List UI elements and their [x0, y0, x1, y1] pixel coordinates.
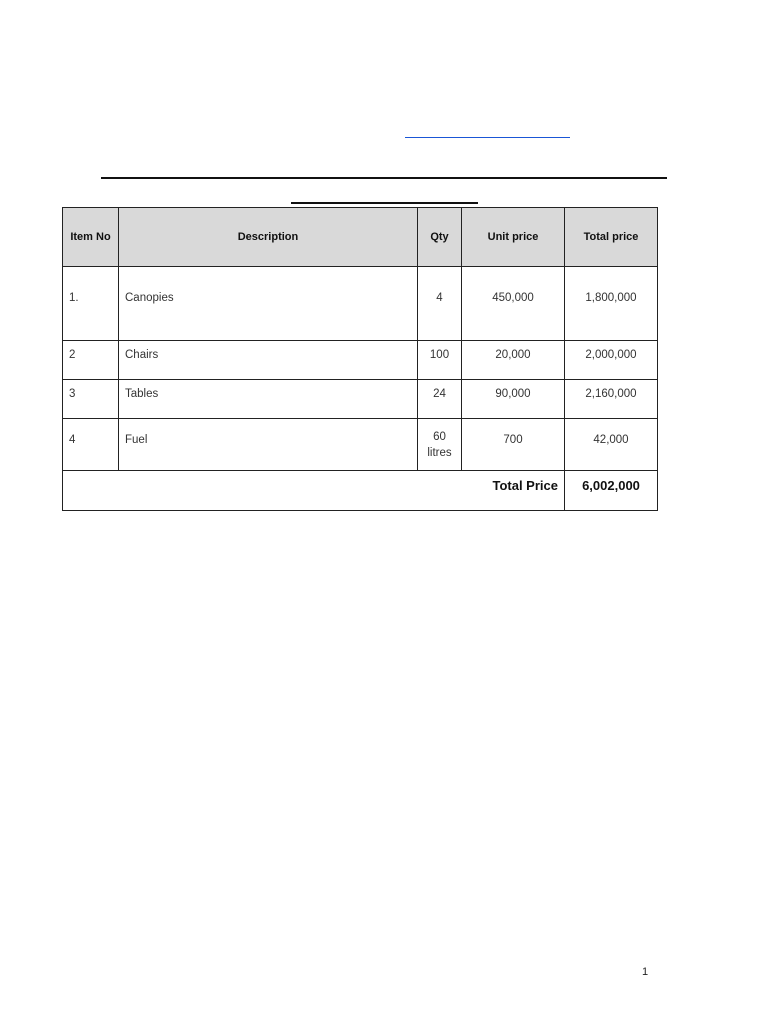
- header-unit-price: Unit price: [462, 208, 565, 267]
- cell-qty: 24: [418, 380, 462, 419]
- header-total-price: Total price: [565, 208, 658, 267]
- email-link-underline[interactable]: [405, 137, 570, 138]
- header-item-no: Item No: [63, 208, 119, 267]
- title-underline: [291, 202, 478, 204]
- cell-description: Tables: [119, 380, 418, 419]
- page-number: 1: [642, 966, 649, 978]
- cell-item-no: 1.: [63, 267, 119, 341]
- cell-total-price: 2,160,000: [565, 380, 658, 419]
- table-row: [63, 419, 658, 471]
- cell-item-no: 2: [63, 341, 119, 380]
- cell-qty: 4: [418, 267, 462, 341]
- cell-qty: 60 litres: [418, 419, 462, 471]
- cell-description: Chairs: [119, 341, 418, 380]
- total-price-label: Total Price: [63, 471, 565, 511]
- total-row: [63, 471, 658, 511]
- cell-total-price: 42,000: [565, 419, 658, 471]
- cell-description: Canopies: [119, 267, 418, 341]
- letterhead-divider: [101, 177, 667, 179]
- cell-qty: 100: [418, 341, 462, 380]
- cell-total-price: 2,000,000: [565, 341, 658, 380]
- header-description: Description: [119, 208, 418, 267]
- cell-unit-price: 90,000: [462, 380, 565, 419]
- cell-item-no: 3: [63, 380, 119, 419]
- table-header-row: [63, 208, 658, 267]
- total-price-value: 6,002,000: [565, 471, 658, 511]
- cell-unit-price: 700: [462, 419, 565, 471]
- table-row: [63, 267, 658, 341]
- cell-unit-price: 20,000: [462, 341, 565, 380]
- cell-item-no: 4: [63, 419, 119, 471]
- table-row: [63, 380, 658, 419]
- table-row: [63, 341, 658, 380]
- cell-unit-price: 450,000: [462, 267, 565, 341]
- cell-description: Fuel: [119, 419, 418, 471]
- header-qty: Qty: [418, 208, 462, 267]
- price-quotation-table: [62, 207, 658, 511]
- cell-total-price: 1,800,000: [565, 267, 658, 341]
